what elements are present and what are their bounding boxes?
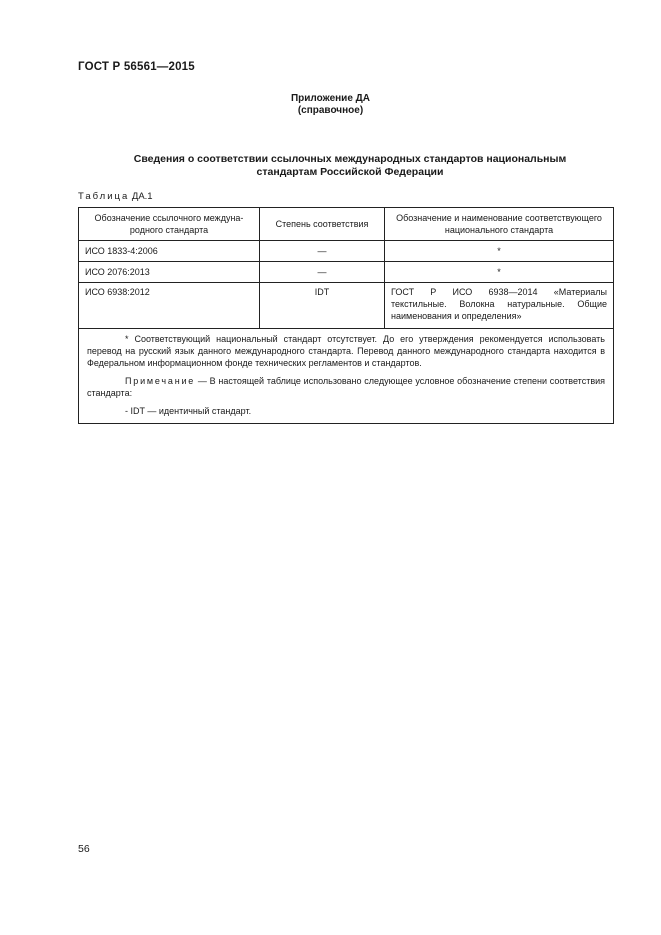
column-header-national: Обозначение и наименование соответствующего национального стандарта [385,208,614,241]
table-caption [78,191,153,202]
table-caption-prefix: Таблица [78,191,130,202]
column-header-degree: Степень соответствия [260,208,385,241]
section-heading [100,153,600,179]
table-row [79,262,614,283]
cell-international: ИСО 1833-4:2006 [79,241,260,262]
section-heading-line2: стандартам Российской Федерации [256,166,444,178]
table-row [79,283,614,329]
cell-degree: — [260,262,385,283]
footnote-text: * Соответствующий национальный стандарт отсутствует. До его утверждения рекомендуется использовать перевод на русский язык данного международного стандарта. Перевод данного международного стандарта находится в Федеральном информационном фонде технических регламентов и стандартов. [87,334,605,368]
appendix-subtitle: (справочное) [297,105,364,116]
cell-degree: IDT [260,283,385,329]
section-heading-line1: Сведения о соответствии ссылочных международных стандартов национальным [133,153,567,165]
note-text: — В настоящей таблице использовано следующее условное обозначение степени соответствия стандарта: [87,376,605,398]
document-code: ГОСТ Р 56561—2015 [78,61,195,73]
cell-international: ИСО 6938:2012 [79,283,260,329]
cell-national: * [385,241,614,262]
page-number: 56 [78,843,90,855]
note-paragraph [87,375,605,399]
cell-international: ИСО 2076:2013 [79,262,260,283]
appendix-title: Приложение ДА [290,93,371,104]
table-notes-row [79,329,614,424]
table-row [79,241,614,262]
appendix-heading [0,93,661,117]
cell-national: ГОСТ Р ИСО 6938—2014 «Материалы текстильные. Волокна натуральные. Общие наименования и определения» [385,283,614,329]
cell-national: * [385,262,614,283]
correspondence-table [78,207,614,424]
table-caption-number: ДА.1 [131,191,153,202]
idt-definition: - IDT — идентичный стандарт. [125,406,252,416]
cell-degree: — [260,241,385,262]
table-notes [79,329,614,424]
table-header-row [79,208,614,241]
column-header-international: Обозначение ссылочного междуна-родного стандарта [79,208,260,241]
note-label: Примечание [125,376,196,386]
